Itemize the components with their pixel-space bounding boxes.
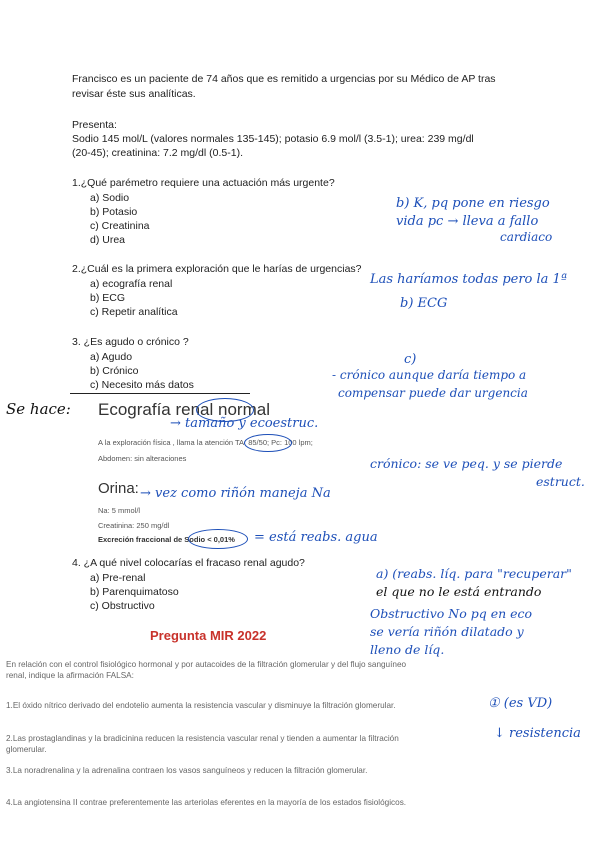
abdomen-text: Abdomen: sin alteraciones	[98, 454, 187, 463]
note-q2-line-1: Las haríamos todas pero la 1ª	[370, 272, 567, 287]
mir-option: 1.El óxido nítrico derivado del endotelio aumenta la resistencia vascular y disminuye la filtración glomerular.	[6, 701, 396, 710]
ink-underline	[70, 393, 250, 394]
note-rinon: → vez como riñón maneja Na	[140, 486, 331, 501]
exploracion-text: A la exploración física , llama la atención TA: 85/50; Pc: 100 lpm;	[98, 438, 313, 447]
mir-option: 3.La noradrenalina y la adrenalina contraen los vasos sanguíneos y reducen la filtración glomerular.	[6, 766, 368, 775]
note-q4-line-2: el que no le está entrando	[376, 584, 542, 599]
note-q1-line-3: cardiaco	[500, 230, 553, 244]
note-q4-line-3: Obstructivo No pq en eco	[370, 606, 533, 621]
note-q3-line-2: - crónico aunque daría tiempo a	[332, 368, 527, 382]
na-text: Na: 5 mmol/l	[98, 506, 141, 515]
note-mir-line-2: ↓ resistencia	[494, 726, 581, 741]
note-reabs: = está reabs. agua	[254, 530, 378, 545]
labs-line-2: (20-45); creatinina: 7.2 mg/dl (0.5-1).	[72, 147, 243, 159]
eco-title: Ecografía renal normal	[98, 400, 270, 419]
question-2-option: c) Repetir analítica	[90, 306, 178, 318]
question-4-option: c) Obstructivo	[90, 600, 155, 612]
note-q1-line-2: vida pc → lleva a fallo	[396, 214, 539, 229]
note-cronico-line-1: crónico: se ve peq. y se pierde	[370, 456, 563, 471]
case-intro-line-2: revisar éste sus analíticas.	[72, 88, 196, 100]
creatinina-text: Creatinina: 250 mg/dl	[98, 521, 170, 530]
question-1-option: d) Urea	[90, 234, 126, 246]
note-q4-line-1: a) (reabs. líq. para "recuperar"	[376, 566, 572, 581]
note-q3-line-1: c)	[404, 352, 417, 367]
mir-option: 4.La angiotensina II contrae preferentemente las arteriolas eferentes en la mayoría de los estados fisiológicos.	[6, 798, 407, 807]
question-4-option: a) Pre-renal	[90, 572, 146, 584]
note-q2-line-2: b) ECG	[400, 296, 448, 311]
mir-option: 2.Las prostaglandinas y la bradicinina reducen la resistencia vascular renal y tienden a aumentar la filtración glomerular.	[6, 734, 399, 754]
question-2-option: b) ECG	[90, 292, 126, 304]
question-4-option: b) Parenquimatoso	[90, 586, 179, 598]
question-2-stem: 2.¿Cuál es la primera exploración que le harías de urgencias?	[72, 263, 362, 275]
question-2-option: a) ecografía renal	[90, 278, 173, 290]
presenta-label: Presenta:	[72, 119, 117, 131]
note-q4-line-5: lleno de líq.	[370, 642, 445, 657]
question-1-option: b) Potasio	[90, 206, 138, 218]
note-tamano: → tamaño y ecoestruc.	[170, 416, 319, 431]
question-3-stem: 3. ¿Es agudo o crónico ?	[72, 336, 189, 348]
note-mir-line-1: ① (es VD)	[488, 696, 553, 711]
orina-title: Orina:	[98, 480, 139, 497]
mir-title: Pregunta MIR 2022	[150, 628, 267, 643]
note-q1-line-1: b) K, pq pone en riesgo	[396, 196, 550, 211]
question-3-option: a) Agudo	[90, 351, 133, 363]
question-1-option: c) Creatinina	[90, 220, 150, 232]
mir-stem: En relación con el control fisiológico hormonal y por autacoides de la filtración glomerular y del flujo sanguíneo renal, indique la afirmación FALSA:	[6, 660, 407, 680]
question-4-stem: 4. ¿A qué nivel colocarías el fracaso renal agudo?	[72, 557, 305, 569]
circle-mark	[244, 434, 292, 452]
question-1-option: a) Sodio	[90, 192, 130, 204]
question-3-option: b) Crónico	[90, 365, 139, 377]
excrecion-text: Excreción fraccional de Sodio < 0,01%	[98, 535, 235, 544]
circle-mark	[188, 529, 248, 549]
question-3-option: c) Necesito más datos	[90, 379, 194, 391]
note-se-hace: Se hace:	[6, 400, 71, 418]
labs-line-1: Sodio 145 mol/L (valores normales 135-145); potasio 6.9 mol/l (3.5-1); urea: 239 mg/dl	[72, 133, 474, 145]
question-1-stem: 1.¿Qué parémetro requiere una actuación más urgente?	[72, 177, 335, 189]
note-q3-line-3: compensar puede dar urgencia	[338, 386, 528, 400]
note-q4-line-4: se vería riñón dilatado y	[370, 624, 524, 639]
note-cronico-line-2: estruct.	[536, 474, 585, 489]
case-intro-line-1: Francisco es un paciente de 74 años que es remitido a urgencias por su Médico de AP tras	[72, 73, 496, 85]
